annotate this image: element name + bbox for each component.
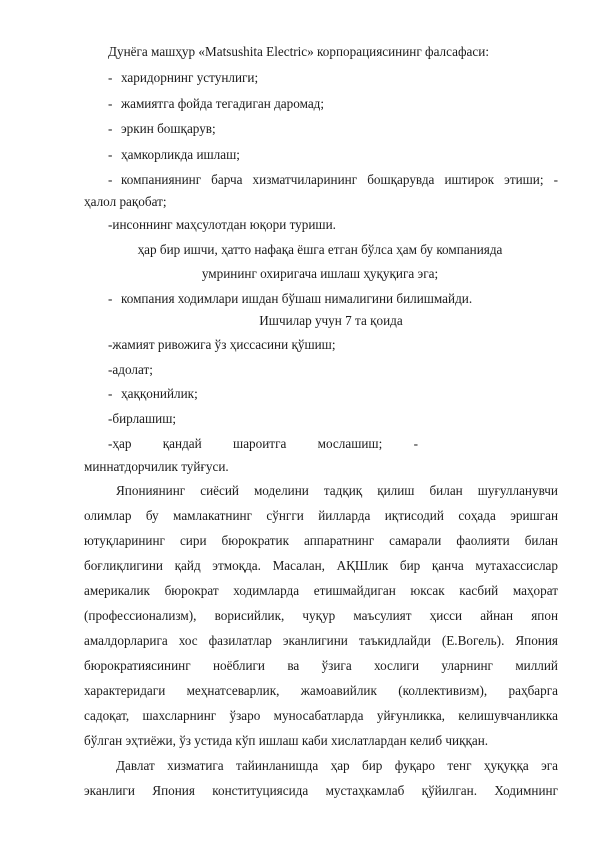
paragraph-line: садоқат, шахсларнинг ўзаро муносабатларда уйғунликка, келишувчанликка	[84, 708, 558, 723]
list-item-text: ҳамкорликда ишлаш;	[121, 147, 240, 162]
dash-mark: -	[108, 291, 113, 306]
paragraph-line: бўлган эҳтиёжи, ўз устида кўп ишлаш каби хислатлардан келиб чиққан.	[84, 733, 489, 748]
rule-item-continuation: миннатдорчилик туйғуси.	[84, 459, 229, 474]
rule-item	[108, 386, 558, 402]
rule-word: мослашиш;	[317, 436, 383, 451]
list-item-text: эркин бошқарув;	[121, 121, 216, 136]
dash-mark: -	[108, 147, 113, 162]
list-item-continuation: ҳалол рақобат;	[84, 194, 167, 209]
list-item	[108, 291, 558, 307]
list-item	[108, 70, 558, 86]
rule-item: -бирлашиш;	[108, 411, 177, 426]
rule-item	[108, 436, 418, 452]
list-item	[108, 172, 558, 188]
paragraph-line: Япониянинг сиёсий моделини тадқиқ қилиш билан шуғулланувчи	[116, 483, 558, 498]
dash-mark: -	[108, 386, 113, 401]
list-item	[108, 96, 558, 112]
document-title-line: Дунёга машҳур «Matsushita Electric» корпорациясининг фалсафаси:	[108, 44, 489, 59]
list-item-text: компаниянинг барча хизматчиларининг бошқарувда иштирок этиши; -	[121, 172, 558, 187]
rule-word: -ҳар	[108, 436, 132, 451]
rule-item-text: ҳаққонийлик;	[121, 386, 198, 401]
rule-word: қандай	[162, 436, 202, 451]
paragraph-line: Давлат хизматига тайинланишда ҳар бир фуқаро тенг ҳуқуққа эга	[116, 758, 558, 773]
paragraph-line: (профессионализм), ворисийлик, чуқур маъсулият ҳисси айнан япон	[84, 608, 558, 623]
paragraph-line: олимлар бу мамлакатнинг сўнгги йилларда иқтисодий соҳада эришган	[84, 508, 558, 523]
list-item-text: жамиятга фойда тегадиган даромад;	[121, 96, 325, 111]
paragraph-line: амалдорларига хос фазилатлар эканлигини таъкидлайди (Е.Вогель). Япония	[84, 633, 558, 648]
dash-mark: -	[108, 121, 113, 136]
dash-mark: -	[108, 172, 113, 187]
paragraph-line: ютуқларининг сири бюрократик аппаратнинг самарали фаолияти билан	[84, 533, 558, 548]
centered-line: ҳар бир ишчи, ҳатто нафақа ёшга етган бўлса ҳам бу компанияда	[137, 242, 503, 257]
dash-mark: -	[108, 70, 113, 85]
rule-word: шароитга	[233, 436, 287, 451]
centered-line: умрининг охиригача ишлаш ҳуқуқига эга;	[201, 266, 439, 281]
list-item: -инсоннинг маҳсулотдан юқори туриши.	[108, 217, 336, 232]
list-item-text: харидорнинг устунлиги;	[121, 70, 259, 85]
list-item-text: компания ходимлари ишдан бўшаш нималигини билишмайди.	[121, 291, 473, 306]
paragraph-line: боғлиқлигини қайд этмоқда. Масалан, АҚШлик бир қанча мутахассислар	[84, 558, 558, 573]
rule-word: -	[413, 436, 418, 451]
paragraph-line: бюрократиясининг ноёблиги ва ўзига хослиги уларнинг миллий	[84, 658, 558, 673]
list-item	[108, 147, 558, 163]
paragraph-line: характеридаги меҳнатсеварлик, жамоавийлик (коллективизм), раҳбарга	[84, 683, 558, 698]
paragraph-line: эканлиги Япония конституциясида мустаҳкамлаб қўйилган. Ходимнинг	[84, 783, 558, 798]
list-item	[108, 121, 558, 137]
dash-mark: -	[108, 96, 113, 111]
section-subtitle: Ишчилар учун 7 та қоида	[259, 313, 403, 328]
rule-item: -жамият ривожига ўз ҳиссасини қўшиш;	[108, 337, 336, 352]
paragraph-line: америкалик бюрократ ходимларда етишмайдиган юксак касбий маҳорат	[84, 583, 558, 598]
rule-item: -адолат;	[108, 362, 153, 377]
